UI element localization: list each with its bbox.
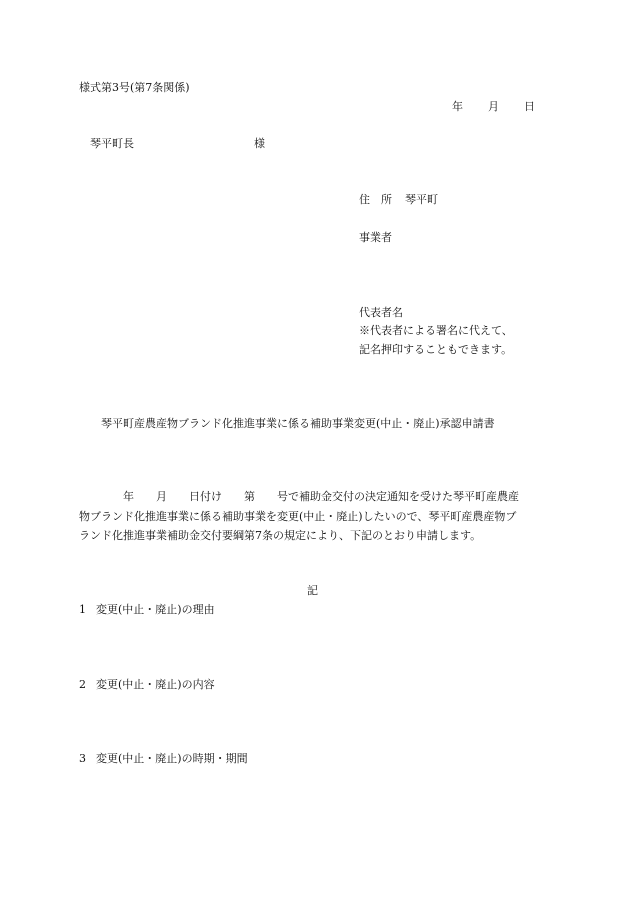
address-label: 住 所	[359, 193, 392, 206]
date-year-label: 年	[452, 100, 463, 113]
item-label: 変更(中止・廃止)の内容	[96, 678, 215, 691]
item-number: 3	[79, 752, 86, 765]
representative-label: 代表者名	[359, 306, 403, 319]
document-title: 琴平町産農産物ブランド化推進事業に係る補助事業変更(中止・廃止)承認申請書	[101, 417, 495, 430]
item-label: 変更(中止・廃止)の理由	[96, 603, 215, 616]
address-value: 琴平町	[405, 193, 438, 206]
date-month-label: 月	[488, 100, 499, 113]
signature-note-line-2: 記名押印することもできます。	[359, 343, 513, 356]
note-heading: 記	[307, 584, 318, 597]
signature-note-line-1: ※代表者による署名に代えて、	[359, 324, 513, 337]
addressee-name: 琴平町長	[90, 137, 134, 150]
date-day-label: 日	[524, 100, 535, 113]
body-line-3: ランド化推進事業補助金交付要綱第7条の規定により、下記のとおり申請します。	[79, 529, 482, 542]
body-line-1: 年 月 日付け 第 号で補助金交付の決定通知を受けた琴平町産農産	[79, 490, 519, 503]
item-label: 変更(中止・廃止)の時期・期間	[96, 752, 248, 765]
item-number: 1	[79, 603, 86, 616]
addressee-honorific: 様	[254, 137, 265, 150]
item-number: 2	[79, 678, 86, 691]
business-label: 事業者	[359, 231, 392, 244]
form-number: 様式第3号(第7条関係)	[79, 81, 190, 94]
body-line-2: 物ブランド化推進事業に係る補助事業を変更(中止・廃止)したいので、琴平町産農産物ブ	[79, 510, 517, 523]
